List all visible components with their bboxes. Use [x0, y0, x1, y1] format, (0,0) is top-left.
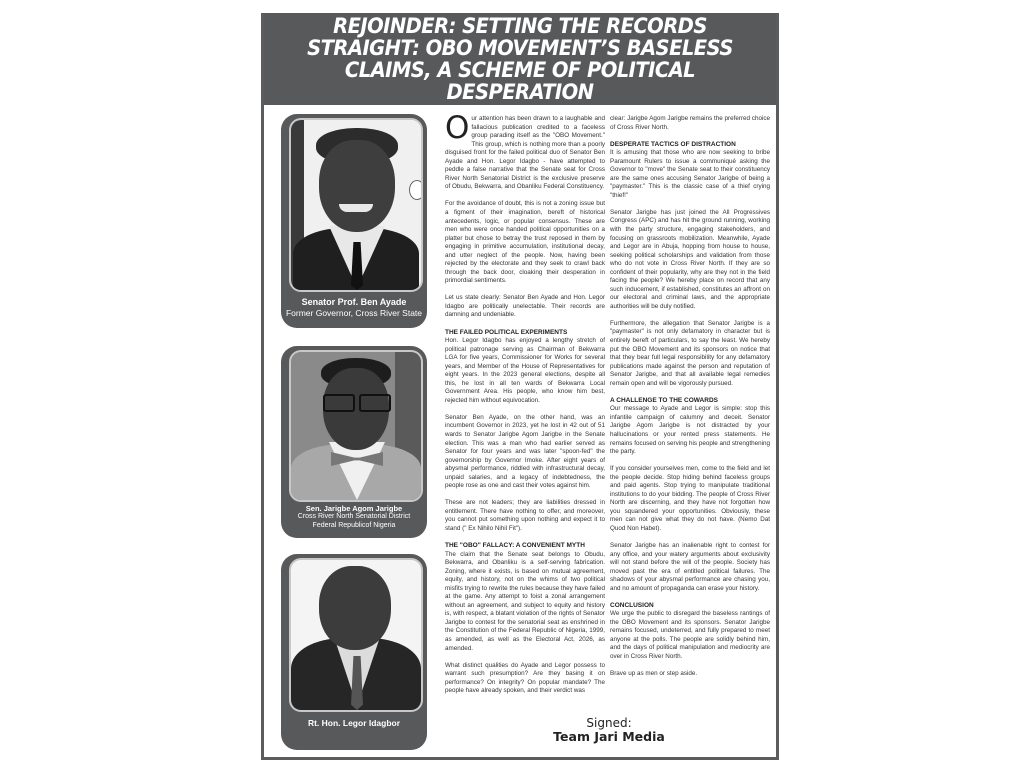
- rejoinder-page: [261, 13, 779, 760]
- section-heading: DESPERATE TACTICS OF DISTRACTION: [610, 140, 736, 148]
- article-column-1: [445, 110, 605, 704]
- portrait-caption: [281, 718, 427, 729]
- signature-block: [524, 717, 694, 744]
- article-paragraph: clear: Jarigbe Agom Jarigbe remains the preferred choice of Cross River North.: [610, 115, 770, 131]
- article-paragraph: Hon. Legor Idagbo has enjoyed a lengthy stretch of political patronage serving as Chairman of Bekwarra LGA for five years, Commissioner for Works for several years, and Member of the House of Representatives for eight years. In the 2023 general elections, despite all this, he lost in all ten wards of Bekwarra Local Government Area. His people, who know him best, rejected him without equivocation.: [445, 337, 605, 404]
- article-paragraph: Let us state clearly: Senator Ben Ayade and Hon. Legor Idagbo are politically unelectable. Their records are damning and undeniable.: [445, 294, 605, 319]
- drop-cap: O: [445, 110, 470, 146]
- section-heading: CONCLUSION: [610, 601, 654, 609]
- article-paragraph: If you consider yourselves men, come to the field and let the people decide. Stop hiding behind faceless groups and paid agents. Stop trying to manipulate traditional institutions to do your bidding. The people of Cross River North are discerning, and they have not forgotten how you squandered your opportunities. Obviously, these men can not give what they do not have. (Nemo Dat Quod Non Habet).: [610, 465, 770, 532]
- portrait-card-jarigbe: [281, 346, 427, 538]
- portrait-name: Sen. Jarigbe Agom Jarigbe: [305, 504, 403, 513]
- section-heading: THE FAILED POLITICAL EXPERIMENTS: [445, 328, 568, 336]
- portrait-card-legor-idagbor: [281, 554, 427, 750]
- article-paragraph: Senator Jarigbe has an inalienable right to contest for any office, and your watery arguments about exclusivity will not stand before the will of the people. Society has moved past the era of entitled political failures. The shadows of your abysmal performance are chasing you, and no amount of propaganda can erase your history.: [610, 541, 770, 592]
- portrait-photo-ben-ayade: [289, 118, 423, 292]
- article-paragraph: Senator Jarigbe has just joined the All Progressives Congress (APC) and has hit the ground running, working with the party structure, engaging stakeholders, and focusing on grassroots mobilization. Meanwhile, Ayade and Legor are in Abuja, hopping from house to house, seeking political scholarships and validation from those who do not vote in Cross River North. If they are so confident of their popularity, why are they not in the field facing the people? We hereby place on record that any such inducement, if established, constitutes an affront on our electoral and criminal laws, and the appropriate authorities will be duly notified.: [610, 208, 770, 310]
- article-paragraph: Furthermore, the allegation that Senator Jarigbe is a "paymaster" is not only defamatory in character but is entirely bereft of particulars, to say the least. We hereby put the OBO Movement and its sponsors on notice that that they bear full legal responsibility for any defamatory publications made against the person and reputation of Senator Jarigbe, and that all available legal remedies remain open and will be vigorously pursued.: [610, 319, 770, 387]
- portrait-column: [279, 114, 429, 750]
- article-paragraph: Senator Ben Ayade, on the other hand, was an incumbent Governor in 2023, yet he lost in 42 out of 51 wards to Senator Jarigbe Agom Jarigbe in the Senate election. This was a man who had earlier served as Senator for four years and was later "spoon-fed" the governorship by Governor Imoke. After eight years of abysmal performance, riddled with infrastructural decay, unpaid salaries, and a legacy of indebtedness, the people rose as one and cast their votes against him.: [445, 413, 605, 490]
- article-paragraph: We urge the public to disregard the baseless rantings of the OBO Movement and its sponsors. Senator Jarigbe remains focused, undeterred, and fully prepared to meet anyone at the polls. The people are solidly behind him, and the days of political manipulation and mediocrity are over in Cross River North.: [610, 610, 770, 660]
- portrait-card-ben-ayade: [281, 114, 427, 328]
- portrait-role: Former Governor, Cross River State: [285, 308, 423, 318]
- article-paragraph: It is amusing that those who are now seeking to bribe Paramount Rulers to issue a communiqué asking the Governor to "move" the Senate seat to their constituency are the same ones accusing Senator Jarigbe of being a "paymaster." This is the classic case of a thief crying "thief!": [610, 149, 770, 199]
- portrait-name: Rt. Hon. Legor Idagbor: [307, 718, 401, 728]
- portrait-photo-legor-idagbor: [289, 558, 423, 712]
- portrait-photo-jarigbe: [289, 350, 423, 502]
- signatory-name: Team Jari Media: [553, 729, 665, 744]
- article-column-2: [610, 115, 770, 687]
- portrait-caption: [281, 297, 427, 318]
- portrait-role: Cross River North Senatorial District: [297, 513, 411, 520]
- signed-label: Signed:: [586, 716, 632, 730]
- section-heading: THE "OBO" FALLACY: A CONVENIENT MYTH: [445, 542, 585, 550]
- headline-banner: [264, 13, 776, 105]
- headline-title: REJOINDER: SETTING THE RECORDS STRAIGHT: OBO MOVEMENT’S BASELESS CLAIMS, A SCHEME OF POLITICAL DESPERATION: [307, 14, 733, 104]
- article-paragraph: What distinct qualities do Ayade and Legor possess to warrant such presumption? Are they basing it on performance? On integrity? On popular mandate? The people have already spoken, and their verdict was: [445, 661, 605, 695]
- article-paragraph: Our message to Ayade and Legor is simple: stop this infantile campaign of calumny and deceit. Senator Jarigbe Agom Jarigbe is not distracted by your hallucinations or your rented press statements. He remains focused on serving his people and strengthening the party.: [610, 405, 770, 456]
- article-paragraph: These are not leaders; they are liabilities dressed in entitlement. There have nothing to offer, and moreover, you cannot put something upon nothing and expect it to stand (" Ex Nihilo Nihil Fit").: [445, 499, 605, 532]
- portrait-caption: [281, 504, 427, 530]
- portrait-name: Senator Prof. Ben Ayade: [301, 297, 407, 307]
- article-paragraph: The claim that the Senate seat belongs to Obudu, Bekwarra, and Obanliku is a self-serving fabrication. Zoning, where it exists, is based on mutual agreement, equity, and history, not on the whims of two political misfits trying to rewrite the rules because they have failed at the game. Any attempt to foist a zonal arrangement without an agreement, and subject to equity and history is, with respect, a blatant violation of the rights of Senator Jarigbe to contest for the senatorial seat as enshrined in the Constitution of the Federal Republic of Nigeria, 1999, as amended, as well as the Electoral Act, 2026, as amended.: [445, 550, 605, 652]
- article-paragraph: Our attention has been drawn to a laughable and fallacious publication credited to a faceless group parading itself as the "OBO Movement." This group, which is nothing more than a poorly disguised front for the failed political duo of Senator Ben Ayade and Hon. Legor Idagbo - have attempted to peddle a false narrative that the Senate seat for Cross River North Senatorial District is the exclusive preserve of Obudu, Bekwarra, and Obanliku Federal Constituency.: [445, 110, 605, 191]
- article-paragraph: Brave up as men or step aside.: [610, 670, 698, 678]
- article-paragraph: For the avoidance of doubt, this is not a zoning issue but a figment of their imagination, bereft of historical antecedents, logic, or popular consensus. These are men who were once handed political opportunities on a platter but chose to betray the trust reposed in them by engaging in primitive accumulation, institutional decay, and utter neglect of the people. Now, having been rejected by the electorate and they seek to crawl back through the back door, cloaking their desperation in primordial sentiments.: [445, 200, 605, 285]
- section-heading: A CHALLENGE TO THE COWARDS: [610, 396, 718, 404]
- portrait-role-country: Federal Republicof Nigeria: [312, 521, 396, 529]
